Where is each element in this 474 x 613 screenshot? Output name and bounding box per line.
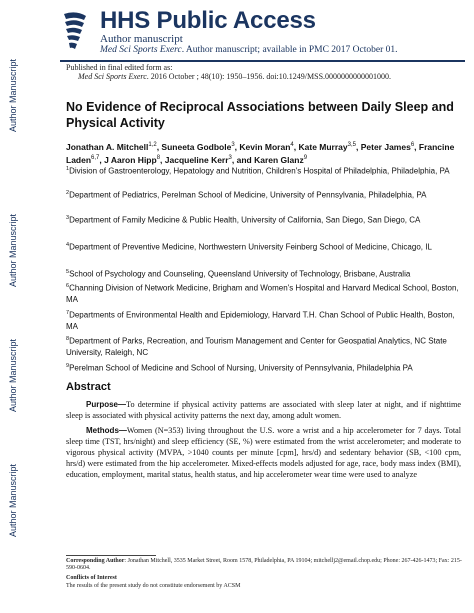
affiliation: $^4$Department of Preventive Medicine, Northwestern University Feinberg School of Medicine, Chicago, IL: [66, 242, 432, 252]
journal-name: Med Sci Sports Exerc: [100, 45, 182, 55]
citation-line: [78, 72, 391, 81]
author: Karen Glanz$^9$: [254, 154, 308, 165]
availability-text: . Author manuscript; available in PMC 2017 October 01.: [181, 45, 398, 55]
side-label: Author Manuscript: [8, 463, 18, 537]
author-list: Jonathan A. Mitchell$^{1,2}$, Suneeta Godbole$^3$, Kevin Moran$^4$, Kate Murray$^{3,5}$, Peter James$^6$, Francine Laden$^{6,7}$, J Aaron Hipp$^8$, Jacqueline Kerr$^3$, and Karen Glanz$^9$: [66, 141, 455, 165]
abstract-purpose: [66, 399, 461, 421]
affiliation: $^8$Department of Parks, Recreation, and Tourism Management and Center for Geospatial Analytics, NC State University, Raleigh, NC: [66, 336, 447, 357]
side-label: Author Manuscript: [8, 58, 18, 132]
affiliation: $^2$Department of Pediatrics, Perelman School of Medicine, University of Pennsylvania, Philadelphia, PA: [66, 190, 427, 200]
author: Peter James$^6$: [360, 141, 415, 152]
author: Kevin Moran$^4$: [239, 141, 294, 152]
hhs-logo: [60, 8, 90, 54]
affiliation: $^6$Channing Division of Network Medicine, Brigham and Women's Hospital and Harvard Medical School, Boston, MA: [66, 283, 459, 304]
author: Suneeta Godbole$^3$: [161, 141, 235, 152]
author-manuscript-subtitle: Author manuscript: [100, 33, 183, 45]
side-label: Author Manuscript: [8, 213, 18, 287]
conflicts-text: The results of the present study do not constitute endorsement by ACSM: [66, 583, 241, 589]
publication-availability: [100, 45, 398, 55]
conflicts-label: Conflicts of Interest: [66, 575, 117, 581]
corresponding-author-footnote: Corresponding Author: Jonathan Mitchell, 3535 Market Street, Room 1578, Philadelphia, PA 19104; mitchellj2@email.chop.edu; Phone: 267-426-1473; Fax: 215-590-0604.: [66, 558, 462, 571]
purpose-label: Purpose—: [86, 400, 127, 409]
methods-text: Women (N=353) living throughout the U.S. wore a wrist and a hip accelerometer for 7 days. Total sleep time (TST, hrs/night) and sleep efficiency (SE, %) were estimated from the wrist accelerometer; and moderate to vigorous physical activity (MVPA, >1040 counts per minute [cpm], hrs/d) and sedentary behavior (SB, <100 cpm, hrs/d) were estimated from the hip accelerometer. Mixed-effects models adjusted for age, race, body mass index (BMI), education, employment, marital status, health status, and hip accelerometer wear time were used to analyze: [66, 426, 461, 479]
author: Kate Murray$^{3,5}$: [298, 141, 356, 152]
citation-journal: Med Sci Sports Exerc: [78, 72, 147, 81]
affiliation: $^7$Departments of Environmental Health and Epidemiology, Harvard T.H. Chan School of Public Health, Boston, MA: [66, 310, 455, 331]
hhs-public-access-title: HHS Public Access: [100, 7, 316, 34]
abstract-methods: [66, 425, 461, 480]
side-label: Author Manuscript: [8, 338, 18, 412]
abstract-heading: Abstract: [66, 381, 111, 393]
purpose-text: To determine if physical activity patterns are associated with sleep later at night, and if nighttime sleep is associated with physical activity patterns the next day, among adult women.: [66, 400, 461, 420]
author: Francine Laden$^{6,7}$: [66, 141, 455, 165]
footnote-rule: [66, 555, 156, 556]
final-edited-label: Published in final edited form as:: [66, 63, 173, 72]
affiliation: $^1$Division of Gastroenterology, Hepatology and Nutrition, Children's Hospital of Philadelphia, Philadelphia, PA: [66, 166, 450, 176]
citation-details: . 2016 October ; 48(10): 1950–1956. doi:10.1249/MSS.0000000000001000.: [146, 72, 392, 81]
affiliation: $^9$Perelman School of Medicine and School of Nursing, University of Pennsylvania, Philadelphia PA: [66, 363, 413, 373]
author: Jacqueline Kerr$^3$: [164, 154, 232, 165]
affiliation: $^3$Department of Family Medicine & Public Health, University of California, San Diego, San Diego, CA: [66, 215, 421, 225]
header-rule: [60, 60, 465, 62]
methods-label: Methods—: [86, 426, 127, 435]
affiliation: $^5$School of Psychology and Counseling, Queensland University of Technology, Brisbane, Australia: [66, 269, 411, 279]
author: J Aaron Hipp$^8$: [104, 154, 161, 165]
author: Jonathan A. Mitchell$^{1,2}$: [66, 141, 157, 152]
article-title: No Evidence of Reciprocal Associations between Daily Sleep and Physical Activity: [66, 100, 454, 130]
